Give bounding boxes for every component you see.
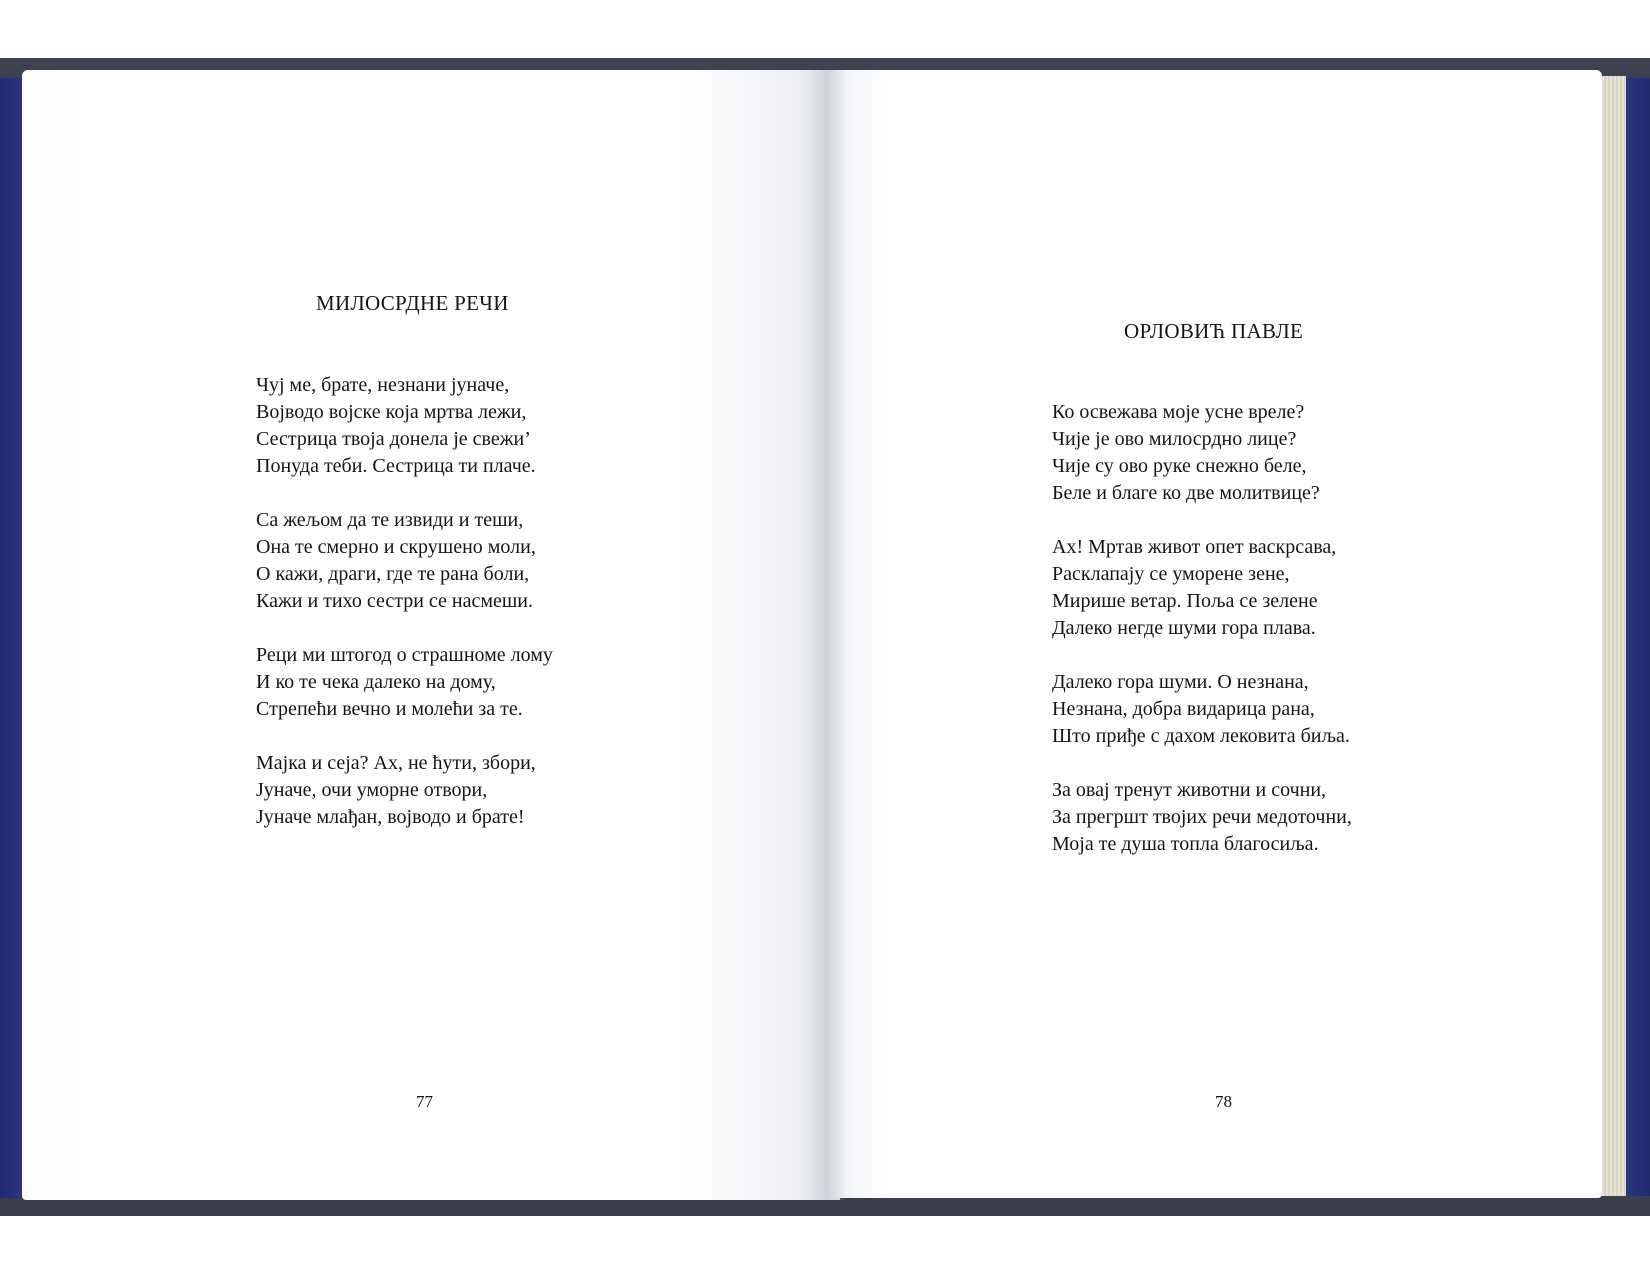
poem-line: Кажи и тихо сестри се насмеши.	[256, 590, 534, 612]
poem-line: Што приђе с дахом лековита биља.	[1052, 725, 1350, 747]
poem-line: Реци ми штогод о страшноме лому	[256, 644, 553, 666]
poem-line: Мајка и сеја? Ах, не ћути, збори,	[256, 752, 536, 774]
page-edge-stack	[1598, 76, 1626, 1196]
left-stanza-2	[256, 507, 553, 615]
book-gutter	[806, 70, 846, 1200]
left-stanza-4	[256, 750, 553, 831]
poem-line: Она те смерно и скрушено моли,	[256, 536, 536, 558]
poem-line: Са жељом да те извиди и теши,	[256, 509, 524, 531]
left-poem	[256, 372, 553, 831]
poem-line: Сестрица твоја донела је свежи’	[256, 428, 531, 450]
poem-line: Понуда теби. Сестрица ти плаче.	[256, 455, 536, 477]
left-page-number: 77	[416, 1092, 433, 1111]
poem-line: Беле и благе ко две молитвице?	[1052, 482, 1320, 504]
right-stanza-1	[1052, 399, 1352, 507]
poem-line: Моја те душа топла благосиља.	[1052, 833, 1319, 855]
poem-line: Чије је ово милосрдно лице?	[1052, 428, 1297, 450]
poem-line: Ах! Мртав живот опет васкрсава,	[1052, 536, 1337, 558]
poem-line: Чије су ово руке снежно беле,	[1052, 455, 1307, 477]
book-cover-left-edge	[0, 78, 22, 1198]
right-stanza-3	[1052, 669, 1352, 750]
poem-line: И ко те чека далеко на дому,	[256, 671, 496, 693]
poem-line: Јуначе млађан, војводо и брате!	[256, 806, 525, 828]
poem-line: Далеко гора шуми. О незнана,	[1052, 671, 1309, 693]
poem-line: Војводо војске која мртва лежи,	[256, 401, 527, 423]
poem-line: За прегршт твојих речи медоточни,	[1052, 806, 1352, 828]
right-stanza-2	[1052, 534, 1352, 642]
poem-line: Мирише ветар. Поља се зелене	[1052, 590, 1318, 612]
poem-line: Расклапају се уморене зене,	[1052, 563, 1290, 585]
right-page-number: 78	[1215, 1092, 1232, 1111]
poem-line: Чуј ме, брате, незнани јуначе,	[256, 374, 510, 396]
poem-line: Далеко негде шуми гора плава.	[1052, 617, 1316, 639]
left-stanza-1	[256, 372, 553, 480]
book-cover-right-edge	[1624, 78, 1650, 1196]
poem-line: Стрепећи вечно и молећи за те.	[256, 698, 523, 720]
right-poem	[1052, 399, 1352, 858]
poem-line: О кажи, драги, где те рана боли,	[256, 563, 530, 585]
poem-line: За овај тренут животни и сочни,	[1052, 779, 1327, 801]
right-stanza-4	[1052, 777, 1352, 858]
left-stanza-3	[256, 642, 553, 723]
right-poem-title: ОРЛОВИЋ ПАВЛЕ	[1124, 319, 1304, 343]
poem-line: Јуначе, очи уморне отвори,	[256, 779, 488, 801]
poem-line: Незнана, добра видарица рана,	[1052, 698, 1315, 720]
poem-line: Ко освежава моје усне вреле?	[1052, 401, 1305, 423]
left-poem-title: МИЛОСРДНЕ РЕЧИ	[316, 291, 509, 315]
